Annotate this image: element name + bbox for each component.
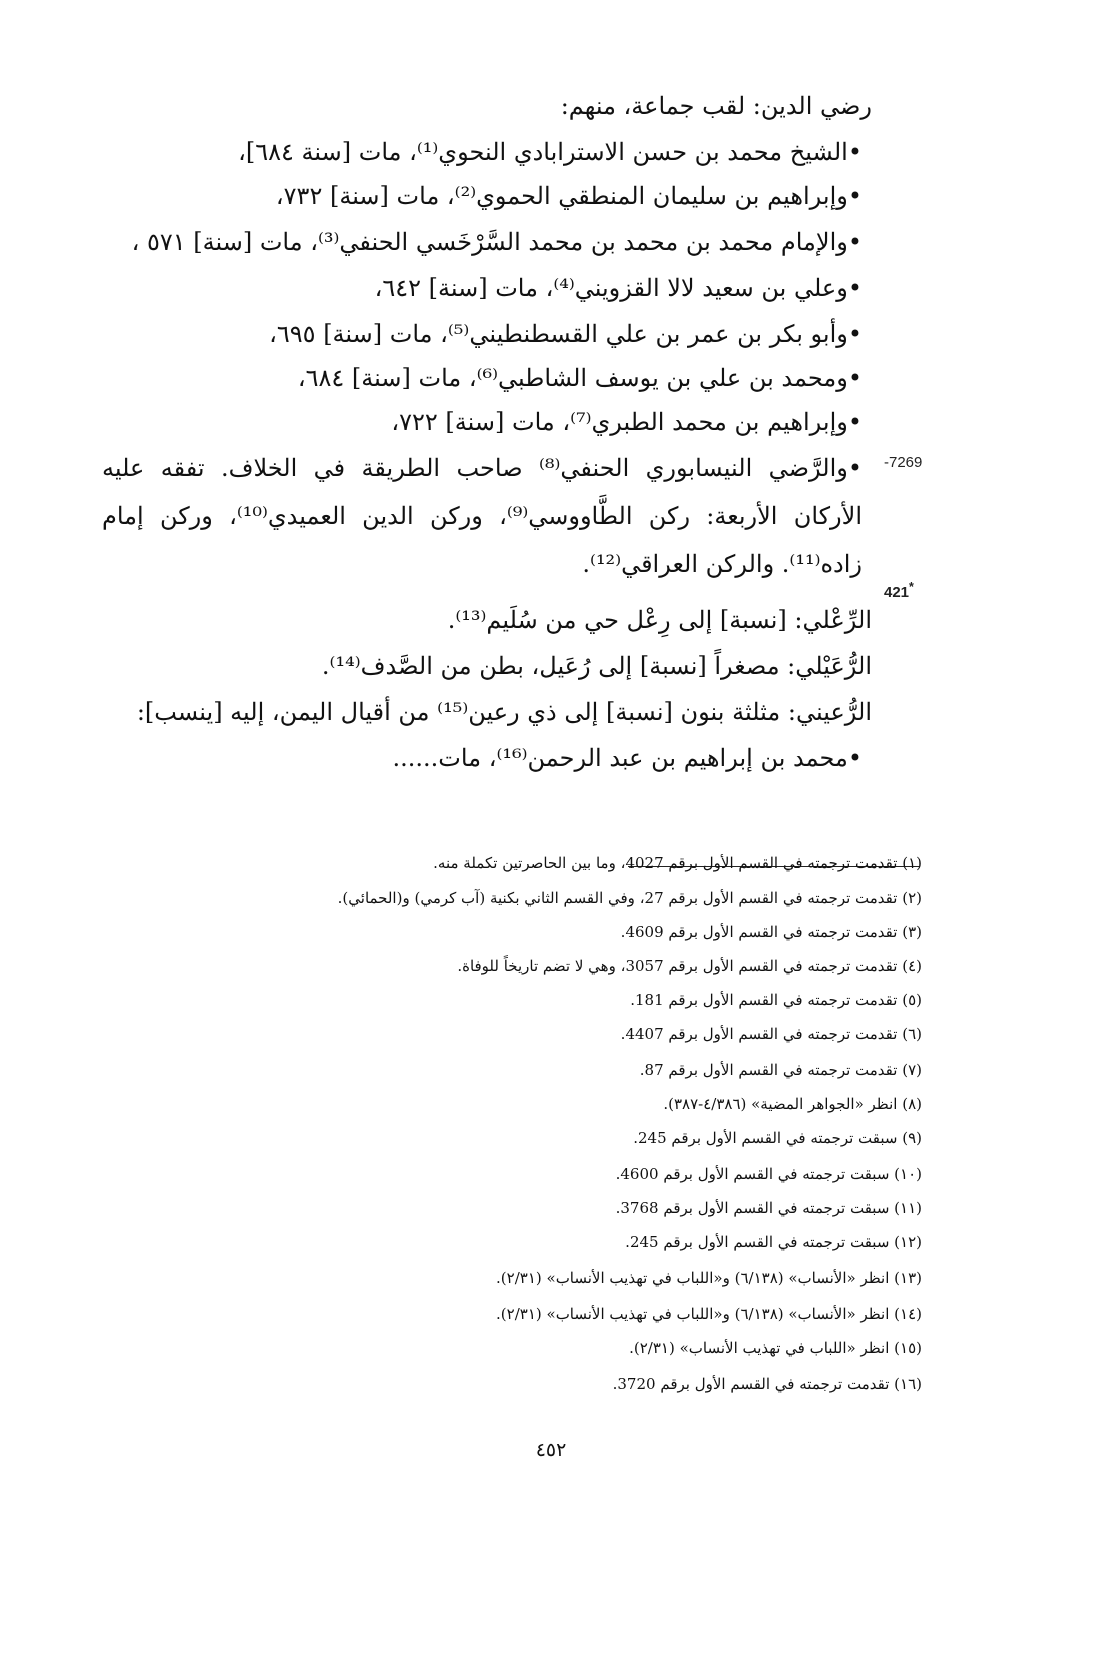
entry-item: •وعلي بن سعيد لالا القزويني⁽⁴⁾، مات [سنة] ٦٤٢، [374, 274, 862, 302]
footnote: (٣) تقدمت ترجمته في القسم الأول برقم 4609. [620, 923, 922, 941]
footnote: (١٠) سبقت ترجمته في القسم الأول برقم 4600. [615, 1165, 922, 1183]
entry-item: •ومحمد بن علي بن يوسف الشاطبي⁽⁶⁾، مات [سنة] ٦٨٤، [297, 364, 862, 392]
footnote: (١٦) تقدمت ترجمته في القسم الأول برقم 3720. [612, 1375, 922, 1393]
entry-heading: الرِّعْلي: [نسبة] إلى رِعْل حي من سُلَيم⁽¹³⁾. [447, 606, 872, 634]
entry-heading: الرُّعَيْلي: مصغراً [نسبة] إلى رُعَيل، بطن من الصَّدف⁽¹⁴⁾. [321, 652, 872, 680]
footnote: (١٣) انظر «الأنساب» (٦/١٣٨) و«اللباب في تهذيب الأنساب» (٢/٣١). [496, 1269, 922, 1287]
entry-item: •وإبراهيم بن محمد الطبري⁽⁷⁾، مات [سنة] ٧٢٢، [391, 408, 862, 436]
footnote: (٩) سبقت ترجمته في القسم الأول برقم 245. [633, 1129, 922, 1147]
footnote: (٦) تقدمت ترجمته في القسم الأول برقم 4407. [620, 1025, 922, 1043]
footnote: (١٢) سبقت ترجمته في القسم الأول برقم 245. [625, 1233, 922, 1251]
footnote: (١١) سبقت ترجمته في القسم الأول برقم 3768. [615, 1199, 922, 1217]
entry-item: •وإبراهيم بن سليمان المنطقي الحموي⁽²⁾، مات [سنة] ٧٣٢، [275, 182, 862, 210]
footnote: (١٤) انظر «الأنساب» (٦/١٣٨) و«اللباب في تهذيب الأنساب» (٢/٣١). [496, 1305, 922, 1323]
footnote: (٢) تقدمت ترجمته في القسم الأول برقم 27، وفي القسم الثاني بكنية (آب كرمي) و(الحمائي). [337, 889, 922, 907]
entry-heading: رضي الدين: لقب جماعة، منهم: [560, 92, 872, 120]
margin-entry-number: -7269 [884, 454, 923, 471]
footnote: (٥) تقدمت ترجمته في القسم الأول برقم 181. [630, 991, 922, 1009]
footnote: (٨) انظر «الجواهر المضية» (٤/٣٨٦-٣٨٧). [663, 1095, 922, 1113]
entry-item: •وأبو بكر بن عمر بن علي القسطنطيني⁽⁵⁾، مات [سنة] ٦٩٥، [269, 320, 862, 348]
entry-paragraph: •والرَّضي النيسابوري الحنفي⁽⁸⁾ صاحب الطريقة في الخلاف. تفقه عليه الأركان الأربعة: ركن الطَّاووسي⁽⁹⁾، وركن الدين العميدي⁽¹⁰⁾، وركن إمام زاده⁽¹¹⁾. والركن العراقي⁽¹²⁾. [102, 454, 863, 578]
entry-item: •محمد بن إبراهيم بن عبد الرحمن⁽¹⁶⁾، مات...... [392, 744, 862, 772]
footnote: (٤) تقدمت ترجمته في القسم الأول برقم 3057، وهي لا تضم تاريخاً للوفاة. [457, 957, 922, 975]
entry-heading: الرُّعيني: مثلثة بنون [نسبة] إلى ذي رعين⁽¹⁵⁾ من أقيال اليمن، إليه [ينسب]: [136, 698, 872, 726]
margin-page-ref: 421* [884, 580, 914, 601]
entry-item: •والإمام محمد بن محمد بن محمد السَّرْخَسي الحنفي⁽³⁾، مات [سنة] ٥٧١ ، [131, 228, 862, 256]
footnote: (١) تقدمت ترجمته في القسم الأول برقم 4027، وما بين الحاصرتين تكملة منه. [433, 854, 922, 872]
page-number: ٤٥٢ [535, 1439, 567, 1461]
entry-item: •الشيخ محمد بن حسن الاسترابادي النحوي⁽¹⁾، مات [سنة ٦٨٤]، [238, 138, 862, 166]
margin-ref-number: 421 [884, 584, 910, 601]
footnote: (٧) تقدمت ترجمته في القسم الأول برقم 87. [639, 1061, 922, 1079]
footnote: (١٥) انظر «اللباب في تهذيب الأنساب» (٢/٣١). [629, 1339, 922, 1357]
